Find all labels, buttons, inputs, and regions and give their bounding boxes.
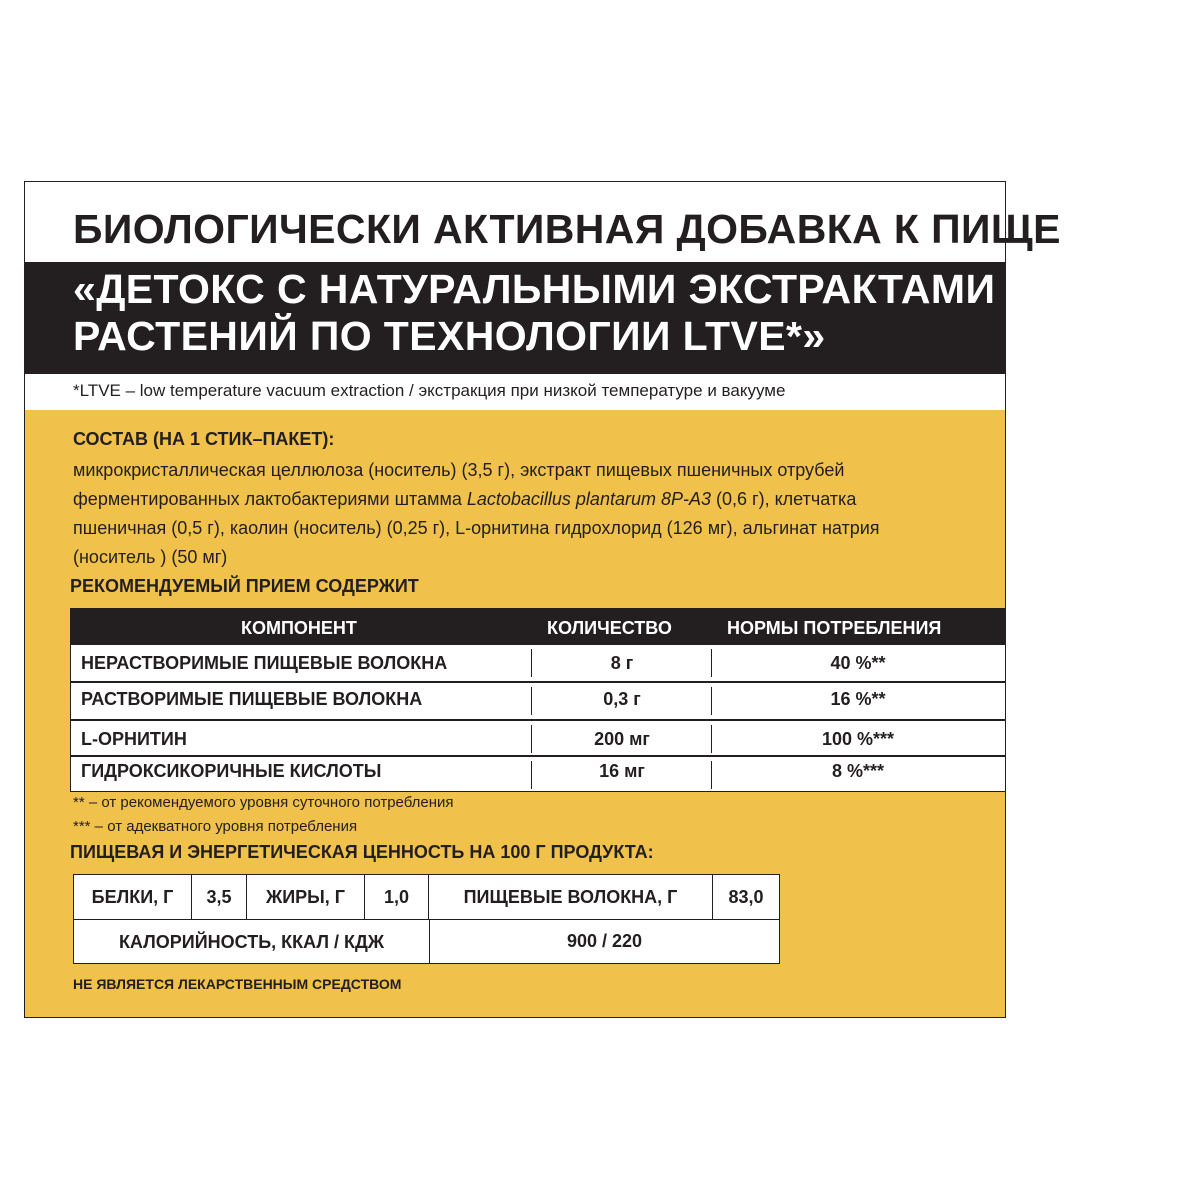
protein-label: БЕЛКИ, Г	[74, 875, 192, 919]
component-norm: 100 %***	[821, 729, 895, 749]
composition-line-2	[73, 485, 1053, 514]
component-quantity: 0,3 г	[603, 689, 641, 709]
product-name-line-1: «ДЕТОКС С НАТУРАЛЬНЫМИ ЭКСТРАКТАМИ	[73, 266, 996, 312]
composition-line-2-end: (0,6 г), клетчатка	[711, 489, 857, 509]
component-name: L-ОРНИТИН	[81, 729, 187, 749]
component-norm: 40 %**	[830, 653, 886, 673]
composition-line-2-start: ферментированных лактобактериями штамма	[73, 489, 467, 509]
calorie-value: 900 / 220	[429, 920, 779, 963]
component-name: НЕРАСТВОРИМЫЕ ПИЩЕВЫЕ ВОЛОКНА	[81, 653, 448, 673]
component-norm: 16 %**	[830, 689, 886, 709]
adequate-intake-note: *** – от адекватного уровня потребления	[73, 818, 358, 835]
recommended-heading: РЕКОМЕНДУЕМЫЙ ПРИЕМ СОДЕРЖИТ	[70, 576, 419, 596]
fat-label: ЖИРЫ, Г	[247, 875, 365, 919]
daily-intake-note: ** – от рекомендуемого уровня суточного потребления	[73, 794, 454, 811]
table-row	[71, 719, 1005, 757]
component-quantity: 200 мг	[594, 729, 650, 749]
composition-line-3: пшеничная (0,5 г), каолин (носитель) (0,25 г), L-орнитина гидрохлорид (126 мг), альгинат натрия	[73, 518, 880, 538]
energy-table	[73, 874, 780, 964]
composition-line-4: (носитель ) (50 мг)	[73, 547, 228, 567]
fiber-value: 83,0	[728, 887, 764, 907]
column-header-quantity: КОЛИЧЕСТВО	[547, 618, 672, 638]
component-quantity: 8 г	[610, 653, 634, 673]
composition-text	[73, 456, 1053, 572]
strain-name: Lactobacillus plantarum 8Р-А3	[466, 489, 711, 509]
product-label	[24, 181, 1061, 1018]
column-header-norm: НОРМЫ ПОТРЕБЛЕНИЯ	[727, 618, 942, 638]
not-a-medicine-disclaimer: НЕ ЯВЛЯЕТСЯ ЛЕКАРСТВЕННЫМ СРЕДСТВОМ	[73, 976, 402, 992]
ltve-footnote: *LTVE – low temperature vacuum extraction / экстракция при низкой температуре и вакууме	[73, 381, 786, 400]
fiber-label: ПИЩЕВЫЕ ВОЛОКНА, Г	[429, 875, 713, 919]
protein-value: 3,5	[192, 875, 247, 919]
composition-heading: СОСТАВ (НА 1 СТИК–ПАКЕТ):	[73, 429, 335, 449]
component-norm: 8 %***	[831, 761, 885, 781]
component-quantity: 16 мг	[599, 761, 645, 781]
nutrients-table-header	[71, 609, 1005, 645]
nutrients-table	[70, 608, 1006, 792]
table-row	[71, 755, 1005, 793]
product-category-title: БИОЛОГИЧЕСКИ АКТИВНАЯ ДОБАВКА К ПИЩЕ	[73, 206, 1061, 252]
table-row	[71, 681, 1005, 719]
energy-heading: ПИЩЕВАЯ И ЭНЕРГЕТИЧЕСКАЯ ЦЕННОСТЬ НА 100 Г ПРОДУКТА:	[70, 842, 654, 862]
product-name-line-2: РАСТЕНИЙ ПО ТЕХНОЛОГИИ LTVE*»	[73, 313, 826, 359]
component-name: ГИДРОКСИКОРИЧНЫЕ КИСЛОТЫ	[81, 761, 382, 781]
column-header-component: КОМПОНЕНТ	[241, 618, 357, 638]
calorie-label: КАЛОРИЙНОСТЬ, ККАЛ / КДЖ	[118, 932, 385, 952]
fat-value: 1,0	[365, 875, 429, 919]
product-name	[73, 266, 995, 360]
component-name: РАСТВОРИМЫЕ ПИЩЕВЫЕ ВОЛОКНА	[81, 689, 423, 709]
composition-line-1: микрокристаллическая целлюлоза (носитель) (3,5 г), экстракт пищевых пшеничных отрубей	[73, 460, 845, 480]
table-row	[71, 645, 1005, 681]
